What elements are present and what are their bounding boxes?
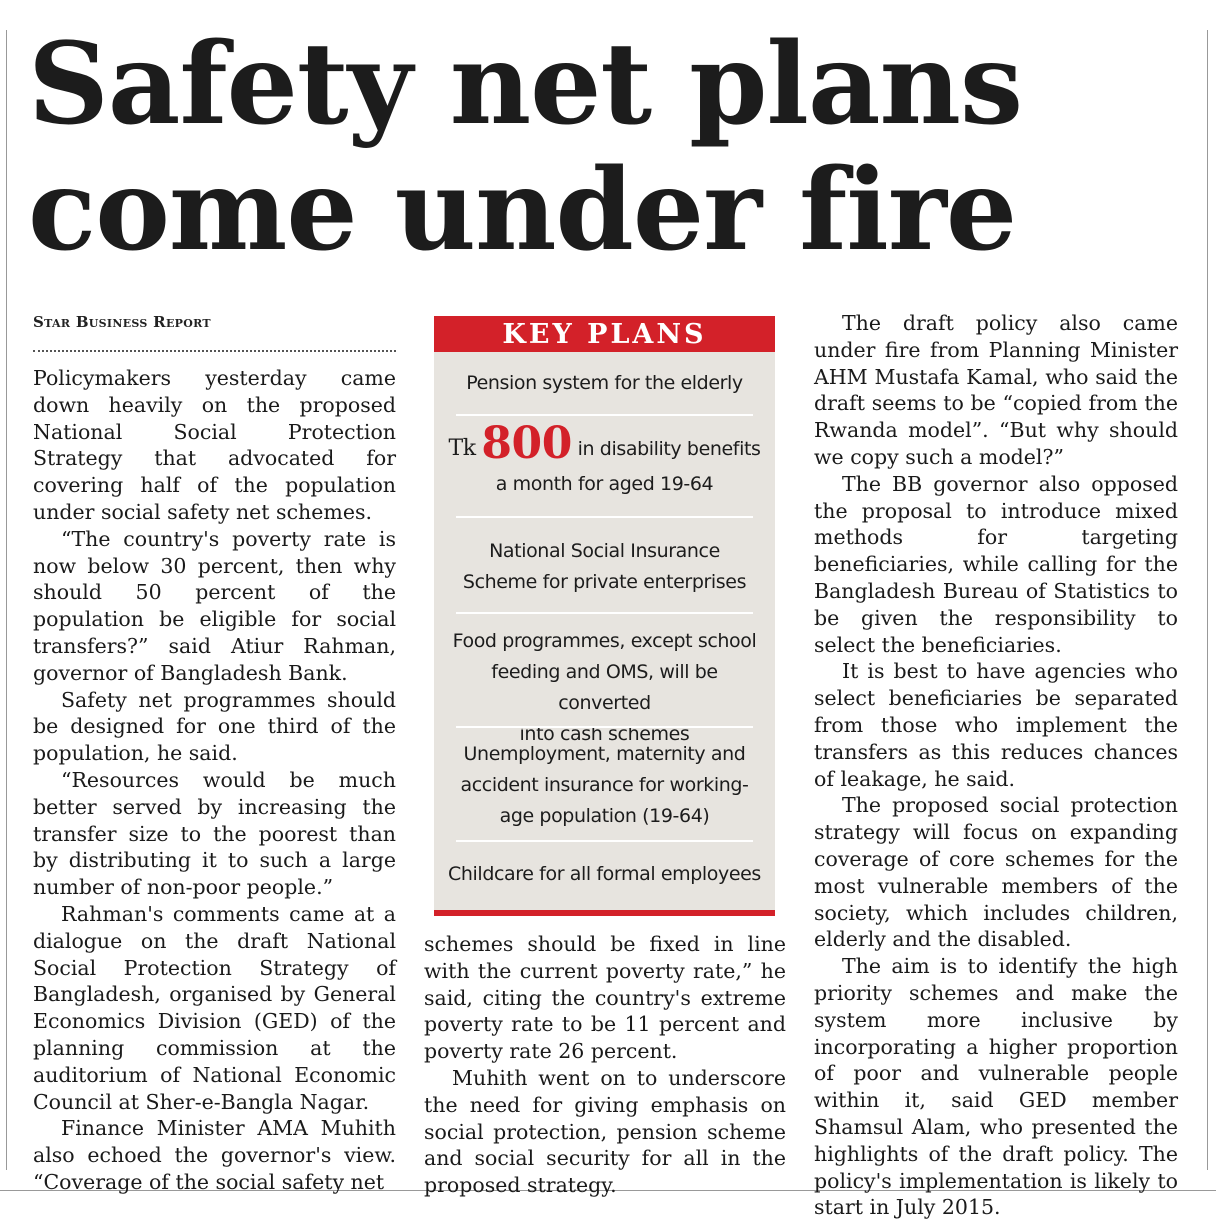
paragraph: The proposed social protection strategy will focus on expanding coverage of core schemes for the most vulnerable members of the society, which includes children, elderly and the disabled. <box>814 793 1178 952</box>
key-plan-divider <box>456 840 753 842</box>
paragraph: The draft policy also came under fire from Planning Minister AHM Mustafa Kamal, who said the draft seems to be “copied from the Rwanda model”. “But why should we copy such a model?” <box>814 311 1178 469</box>
headline-line-2: come under fire <box>28 145 1017 276</box>
right-border-rule <box>1207 30 1208 1170</box>
key-plan-text: National Social Insurance <box>489 540 720 562</box>
key-plan-text: Food programmes, except school <box>452 630 757 652</box>
paragraph: Policymakers yesterday came down heavily on the proposed National Social Protection Strategy that advocated for covering half of the population under social safety net schemes. <box>33 366 396 524</box>
key-plans-box <box>434 316 775 916</box>
key-plan-text: into cash schemes <box>519 723 690 745</box>
key-plan-text: Childcare for all formal employees <box>448 863 761 885</box>
paragraph: Muhith went on to underscore the need for giving emphasis on social protection, pension scheme and social security for all in the proposed strategy. <box>424 1065 786 1198</box>
key-plan-item-insurance <box>446 536 763 598</box>
key-plan-divider <box>456 726 753 728</box>
left-border-rule <box>6 30 7 1170</box>
key-plan-text: in disability benefits <box>577 438 761 460</box>
paragraph: “Resources would be much better served by increasing the transfer size to the poorest than by distributing it to such a large number of non-poor people.” <box>33 767 396 900</box>
headline-line-1: Safety net plans <box>28 19 1023 150</box>
article-column-1 <box>33 365 396 1196</box>
key-plan-divider <box>456 414 753 416</box>
key-plan-item-disability <box>446 418 763 500</box>
key-plans-title: KEY PLANS <box>434 316 775 352</box>
paragraph: “The country's poverty rate is now below 30 percent, then why should 50 percent of the population be eligible for social transfers?” said Atiur Rahman, governor of Bangladesh Bank. <box>33 526 396 685</box>
key-plan-item-pension <box>446 368 763 399</box>
key-plan-text: a month for aged 19-64 <box>495 473 714 495</box>
key-plan-item-food <box>446 626 763 750</box>
paragraph: Rahman's comments came at a dialogue on the draft National Social Protection Strategy of Bangladesh, organised by General Economics Division (GED) of the planning commission at the auditorium of National Economic Council at Sher-e-Bangla Nagar. <box>33 901 396 1114</box>
paragraph: The BB governor also opposed the proposal to introduce mixed methods for targeting beneficiaries, while calling for the Bangladesh Bureau of Statistics to be given the responsibility to select the beneficiaries. <box>814 471 1178 657</box>
article-column-3 <box>814 310 1178 1221</box>
key-plan-text: accident insurance for working- <box>460 774 749 796</box>
key-plan-text: Pension system for the elderly <box>466 372 743 394</box>
byline-divider <box>33 350 396 352</box>
key-plan-text: Scheme for private enterprises <box>462 571 747 593</box>
currency-label: Tk <box>448 436 476 461</box>
key-plan-text: Unemployment, maternity and <box>463 743 746 765</box>
paragraph: Finance Minister AMA Muhith also echoed the governor's view. “Coverage of the social safety net <box>33 1116 396 1194</box>
paragraph: The aim is to identify the high priority schemes and make the system more inclusive by incorporating a higher proportion of poor and vulnerable people within it, said GED member Shamsul Alam, who presented the highlights of the draft policy. The policy's implementation is likely to start in July 2015. <box>814 954 1178 1220</box>
key-plan-item-unemployment <box>446 739 763 832</box>
key-plan-divider <box>456 612 753 614</box>
article-column-2 <box>424 931 786 1199</box>
key-plan-text: feeding and OMS, will be converted <box>491 661 718 714</box>
paragraph: Safety net programmes should be designed for one third of the population, he said. <box>33 687 396 766</box>
benefit-amount: 800 <box>481 418 572 469</box>
headline <box>28 19 1198 276</box>
paragraph: schemes should be fixed in line with the current poverty rate,” he said, citing the country's extreme poverty rate to be 11 percent and poverty rate 26 percent. <box>424 932 786 1064</box>
byline: Star Business Report <box>33 313 211 331</box>
key-plan-divider <box>456 516 753 518</box>
key-plan-text: age population (19-64) <box>499 805 710 827</box>
paragraph: It is best to have agencies who select beneficiaries be separated from those who implement the transfers as this reduces chances of leakage, he said. <box>814 659 1178 791</box>
key-plan-item-childcare <box>446 859 763 890</box>
